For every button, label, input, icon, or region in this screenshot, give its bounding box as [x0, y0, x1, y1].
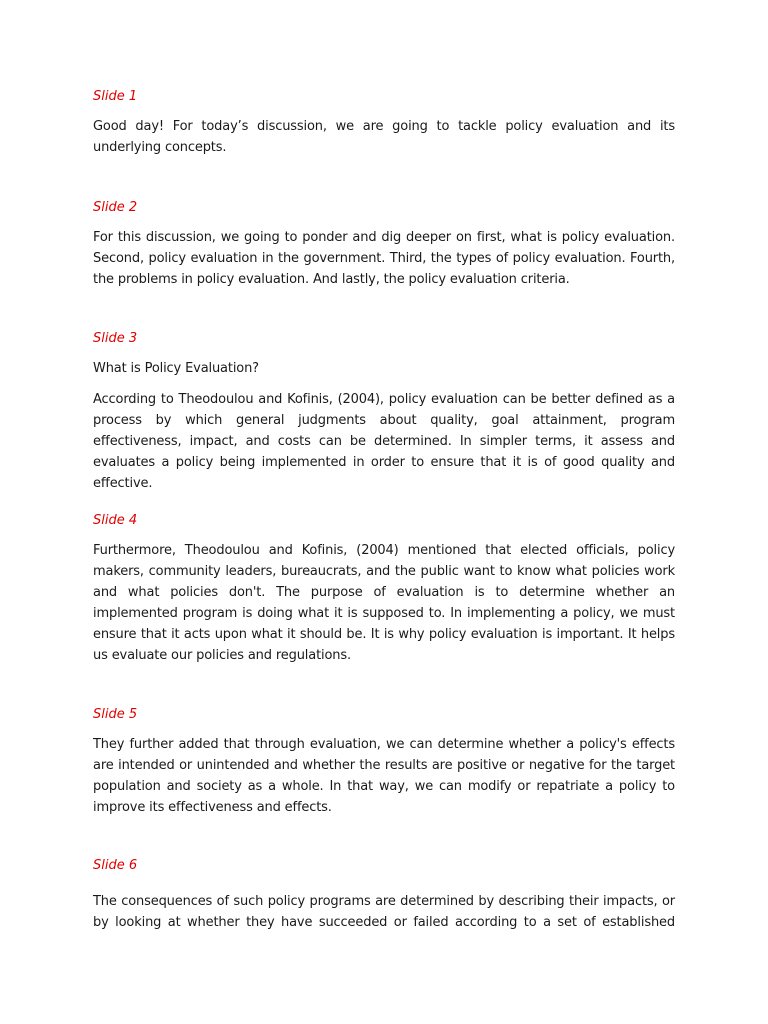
slide-2-heading: Slide 2: [93, 200, 138, 215]
slide-2-paragraph: For this discussion, we going to ponder and dig deeper on first, what is policy evaluation. Second, policy evaluation in the government. Third, the types of policy evaluation. Fourth, the problems in policy evaluation. And lastly, the policy evaluation criteria.: [93, 230, 675, 287]
slide-1-paragraph: Good day! For today’s discussion, we are going to tackle policy evaluation and its underlying concepts.: [93, 119, 675, 155]
slide-1-heading: Slide 1: [93, 89, 138, 104]
slide-6-paragraph: The consequences of such policy programs are determined by describing their impacts, or by looking at whether they have succeeded or failed according to a set of established: [93, 894, 675, 930]
slide-4-heading: Slide 4: [93, 513, 138, 528]
slide-6-heading: Slide 6: [93, 858, 138, 873]
slide-4-paragraph: Furthermore, Theodoulou and Kofinis, (2004) mentioned that elected officials, policy makers, community leaders, bureaucrats, and the public want to know what policies work and what policies don't. The purpose of evaluation is to determine whether an implemented program is doing what it is supposed to. In implementing a policy, we must ensure that it acts upon what it should be. It is why policy evaluation is important. It helps us evaluate our policies and regulations.: [93, 543, 675, 663]
slide-3-heading: Slide 3: [93, 331, 138, 346]
slide-3-subheading: What is Policy Evaluation?: [93, 361, 259, 376]
slide-5-heading: Slide 5: [93, 707, 138, 722]
slide-5-paragraph: They further added that through evaluation, we can determine whether a policy's effects are intended or unintended and whether the results are positive or negative for the target population and society as a whole. In that way, we can modify or repatriate a policy to improve its effectiveness and effects.: [93, 737, 675, 815]
slide-3-paragraph: According to Theodoulou and Kofinis, (2004), policy evaluation can be better defined as a process by which general judgments about quality, goal attainment, program effectiveness, impact, and costs can be determined. In simpler terms, it assess and evaluates a policy being implemented in order to ensure that it is of good quality and effective.: [93, 392, 675, 491]
